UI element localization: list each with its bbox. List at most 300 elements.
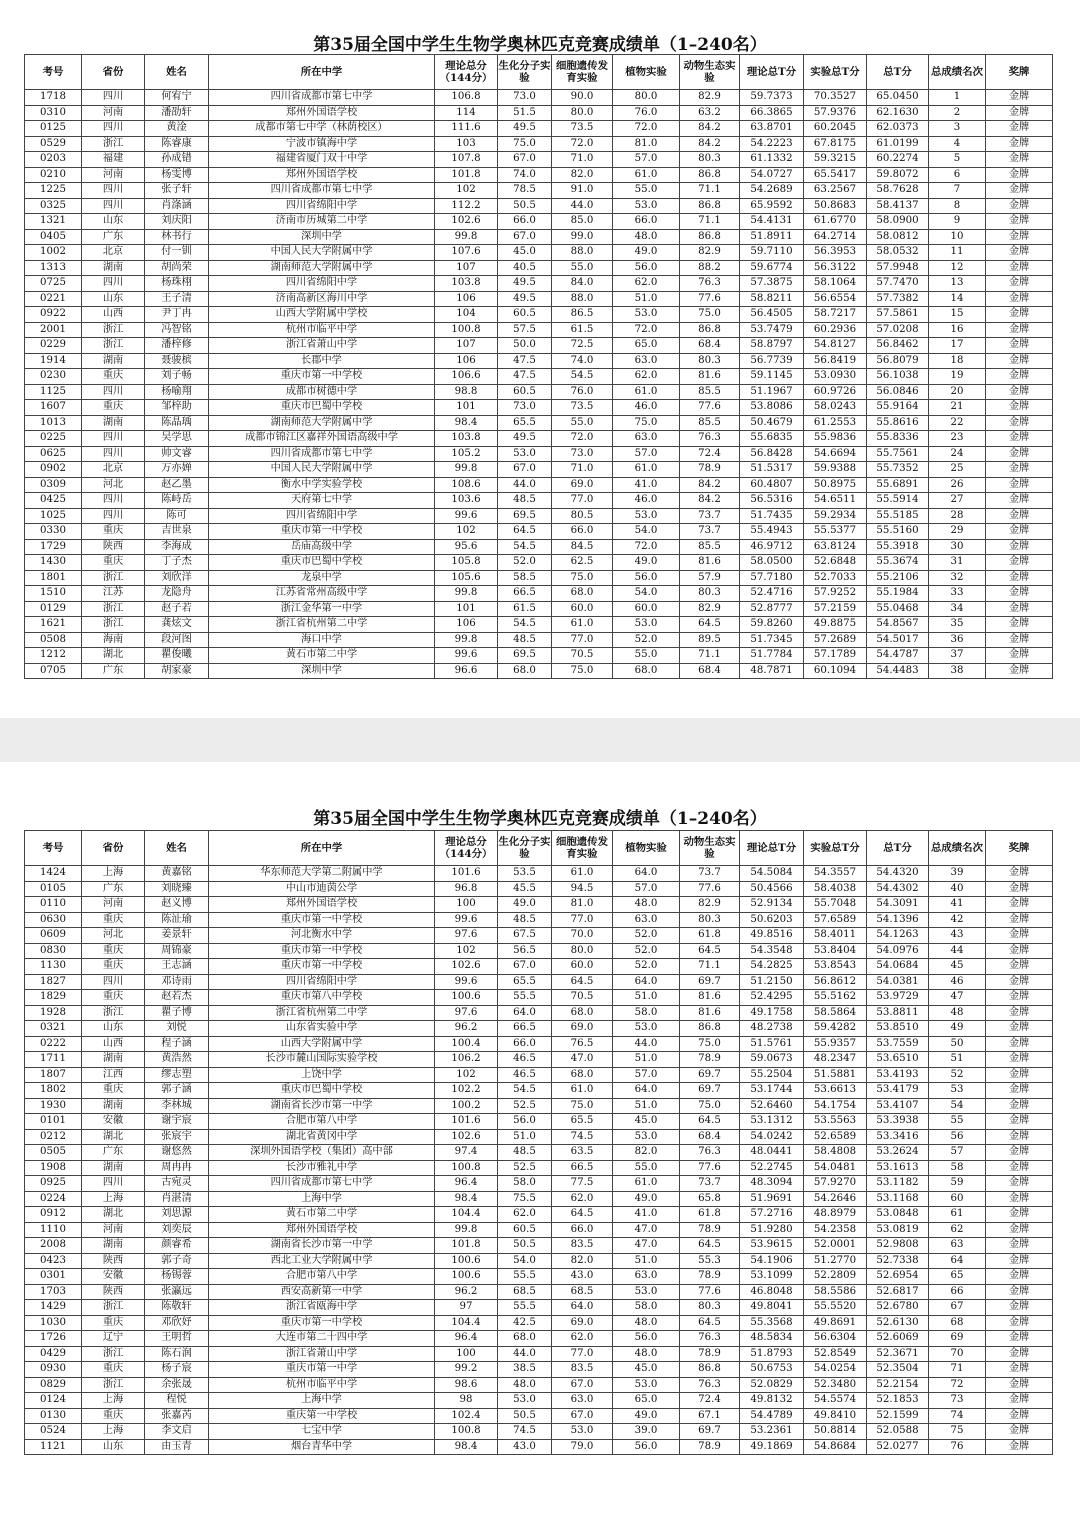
- cell-animal-ecology-lab: 85.5: [680, 539, 740, 555]
- cell-animal-ecology-lab: 84.2: [680, 493, 740, 509]
- cell-province: 重庆: [82, 959, 145, 975]
- cell-animal-ecology-lab: 61.8: [680, 928, 740, 944]
- table-row: [25, 1331, 1053, 1347]
- cell-total-t-score: 57.9948: [867, 260, 929, 276]
- table-row: [25, 1129, 1053, 1145]
- cell-theory-t-score: 66.3865: [740, 105, 804, 121]
- cell-medal: 金牌: [986, 1222, 1053, 1238]
- cell-biochem-lab: 66.0: [498, 1036, 552, 1052]
- header-biochem-lab: 生化分子实验: [498, 55, 552, 90]
- cell-lab-t-score: 57.9376: [804, 105, 867, 121]
- table-row: [25, 1021, 1053, 1037]
- cell-school: 海口中学: [209, 632, 435, 648]
- cell-province: 河南: [82, 167, 145, 183]
- table-row: [25, 617, 1053, 633]
- cell-province: 山东: [82, 1021, 145, 1037]
- cell-biochem-lab: 66.5: [498, 586, 552, 602]
- cell-province: 湖北: [82, 1207, 145, 1223]
- cell-cell-genetics-lab: 70.0: [552, 928, 613, 944]
- header-school: 所在中学: [209, 831, 435, 866]
- cell-animal-ecology-lab: 78.9: [680, 1269, 740, 1285]
- cell-total-t-score: 55.6891: [867, 477, 929, 493]
- cell-rank: 21: [929, 400, 986, 416]
- cell-plant-lab: 51.0: [613, 1253, 680, 1269]
- cell-theory-score: 99.6: [435, 508, 498, 524]
- cell-province: 北京: [82, 245, 145, 261]
- cell-total-t-score: 52.6780: [867, 1300, 929, 1316]
- cell-theory-score: 98.6: [435, 1377, 498, 1393]
- cell-plant-lab: 56.0: [613, 260, 680, 276]
- cell-rank: 16: [929, 322, 986, 338]
- cell-exam-id: 0524: [25, 1424, 82, 1440]
- cell-lab-t-score: 55.5520: [804, 1300, 867, 1316]
- cell-cell-genetics-lab: 61.0: [552, 1083, 613, 1099]
- cell-lab-t-score: 51.2770: [804, 1253, 867, 1269]
- cell-lab-t-score: 58.4011: [804, 928, 867, 944]
- cell-theory-score: 99.8: [435, 462, 498, 478]
- table-row: [25, 570, 1053, 586]
- cell-theory-t-score: 55.6835: [740, 431, 804, 447]
- cell-province: 浙江: [82, 136, 145, 152]
- cell-biochem-lab: 46.5: [498, 1052, 552, 1068]
- cell-plant-lab: 52.0: [613, 928, 680, 944]
- cell-province: 山西: [82, 307, 145, 323]
- table-row: [25, 1083, 1053, 1099]
- table-row: [25, 1253, 1053, 1269]
- cell-rank: 34: [929, 601, 986, 617]
- cell-plant-lab: 65.0: [613, 338, 680, 354]
- cell-animal-ecology-lab: 80.3: [680, 353, 740, 369]
- cell-biochem-lab: 55.5: [498, 1300, 552, 1316]
- cell-name: 王子清: [145, 291, 209, 307]
- cell-total-t-score: 55.5160: [867, 524, 929, 540]
- cell-exam-id: 1801: [25, 570, 82, 586]
- cell-total-t-score: 54.0381: [867, 974, 929, 990]
- cell-plant-lab: 52.0: [613, 632, 680, 648]
- cell-biochem-lab: 69.5: [498, 508, 552, 524]
- cell-animal-ecology-lab: 81.6: [680, 369, 740, 385]
- cell-theory-t-score: 52.2745: [740, 1160, 804, 1176]
- table-row: [25, 943, 1053, 959]
- cell-medal: 金牌: [986, 1067, 1053, 1083]
- cell-exam-id: 1729: [25, 539, 82, 555]
- cell-theory-score: 98.4: [435, 1439, 498, 1455]
- cell-lab-t-score: 58.5864: [804, 1005, 867, 1021]
- cell-rank: 30: [929, 539, 986, 555]
- table-row: [25, 477, 1053, 493]
- cell-medal: 金牌: [986, 198, 1053, 214]
- cell-school: 大连市第二十四中学: [209, 1331, 435, 1347]
- cell-name: 缪志塑: [145, 1067, 209, 1083]
- cell-exam-id: 0225: [25, 431, 82, 447]
- cell-lab-t-score: 50.8814: [804, 1424, 867, 1440]
- cell-plant-lab: 51.0: [613, 291, 680, 307]
- cell-theory-t-score: 54.2689: [740, 183, 804, 199]
- cell-total-t-score: 52.6069: [867, 1331, 929, 1347]
- cell-theory-score: 103: [435, 136, 498, 152]
- cell-cell-genetics-lab: 76.5: [552, 1036, 613, 1052]
- cell-medal: 金牌: [986, 912, 1053, 928]
- cell-plant-lab: 61.0: [613, 1176, 680, 1192]
- cell-medal: 金牌: [986, 928, 1053, 944]
- cell-theory-t-score: 53.1744: [740, 1083, 804, 1099]
- cell-lab-t-score: 61.6770: [804, 214, 867, 230]
- cell-cell-genetics-lab: 74.0: [552, 353, 613, 369]
- cell-name: 赵若杰: [145, 990, 209, 1006]
- cell-cell-genetics-lab: 69.0: [552, 477, 613, 493]
- cell-medal: 金牌: [986, 524, 1053, 540]
- cell-plant-lab: 49.0: [613, 555, 680, 571]
- cell-plant-lab: 54.0: [613, 524, 680, 540]
- cell-theory-score: 102: [435, 1067, 498, 1083]
- table-row: [25, 90, 1053, 106]
- cell-total-t-score: 62.1630: [867, 105, 929, 121]
- cell-plant-lab: 46.0: [613, 493, 680, 509]
- cell-animal-ecology-lab: 73.7: [680, 1176, 740, 1192]
- cell-plant-lab: 81.0: [613, 136, 680, 152]
- cell-lab-t-score: 54.3557: [804, 866, 867, 882]
- cell-animal-ecology-lab: 73.7: [680, 524, 740, 540]
- cell-medal: 金牌: [986, 229, 1053, 245]
- cell-school: 黄石市第二中学: [209, 648, 435, 664]
- cell-name: 杨锡蓉: [145, 1269, 209, 1285]
- cell-school: 四川省成都市第七中学: [209, 90, 435, 106]
- cell-medal: 金牌: [986, 1129, 1053, 1145]
- cell-medal: 金牌: [986, 245, 1053, 261]
- cell-lab-t-score: 53.0930: [804, 369, 867, 385]
- cell-plant-lab: 72.0: [613, 322, 680, 338]
- cell-school: 重庆市巴蜀中学校: [209, 400, 435, 416]
- cell-biochem-lab: 75.0: [498, 136, 552, 152]
- cell-province: 陕西: [82, 1284, 145, 1300]
- cell-rank: 47: [929, 990, 986, 1006]
- cell-animal-ecology-lab: 80.3: [680, 152, 740, 168]
- cell-exam-id: 0330: [25, 524, 82, 540]
- cell-cell-genetics-lab: 72.5: [552, 338, 613, 354]
- cell-name: 段河图: [145, 632, 209, 648]
- cell-medal: 金牌: [986, 214, 1053, 230]
- cell-animal-ecology-lab: 76.3: [680, 276, 740, 292]
- cell-medal: 金牌: [986, 663, 1053, 679]
- cell-total-t-score: 53.4193: [867, 1067, 929, 1083]
- cell-rank: 70: [929, 1346, 986, 1362]
- cell-animal-ecology-lab: 84.2: [680, 121, 740, 137]
- cell-total-t-score: 54.0684: [867, 959, 929, 975]
- cell-medal: 金牌: [986, 632, 1053, 648]
- cell-total-t-score: 57.7382: [867, 291, 929, 307]
- cell-cell-genetics-lab: 66.0: [552, 524, 613, 540]
- cell-medal: 金牌: [986, 353, 1053, 369]
- cell-theory-score: 102.6: [435, 959, 498, 975]
- cell-rank: 54: [929, 1098, 986, 1114]
- cell-animal-ecology-lab: 69.7: [680, 1067, 740, 1083]
- cell-theory-score: 111.6: [435, 121, 498, 137]
- cell-rank: 51: [929, 1052, 986, 1068]
- cell-medal: 金牌: [986, 974, 1053, 990]
- cell-total-t-score: 55.7561: [867, 446, 929, 462]
- cell-biochem-lab: 78.5: [498, 183, 552, 199]
- cell-exam-id: 0705: [25, 663, 82, 679]
- cell-medal: 金牌: [986, 508, 1053, 524]
- cell-theory-score: 104.4: [435, 1315, 498, 1331]
- table-row: [25, 601, 1053, 617]
- cell-school: 重庆市第一中学: [209, 1362, 435, 1378]
- cell-animal-ecology-lab: 55.3: [680, 1253, 740, 1269]
- cell-biochem-lab: 60.5: [498, 307, 552, 323]
- cell-plant-lab: 41.0: [613, 477, 680, 493]
- cell-rank: 19: [929, 369, 986, 385]
- cell-lab-t-score: 48.2347: [804, 1052, 867, 1068]
- cell-rank: 22: [929, 415, 986, 431]
- cell-cell-genetics-lab: 53.0: [552, 1424, 613, 1440]
- cell-biochem-lab: 69.5: [498, 648, 552, 664]
- cell-exam-id: 0229: [25, 338, 82, 354]
- cell-rank: 52: [929, 1067, 986, 1083]
- cell-lab-t-score: 57.2689: [804, 632, 867, 648]
- cell-plant-lab: 55.0: [613, 183, 680, 199]
- cell-theory-t-score: 48.2738: [740, 1021, 804, 1037]
- cell-medal: 金牌: [986, 1439, 1053, 1455]
- cell-name: 陈石润: [145, 1346, 209, 1362]
- cell-medal: 金牌: [986, 1176, 1053, 1192]
- cell-theory-t-score: 59.8260: [740, 617, 804, 633]
- cell-province: 陕西: [82, 1253, 145, 1269]
- cell-theory-score: 102.6: [435, 1129, 498, 1145]
- cell-theory-score: 106.8: [435, 90, 498, 106]
- cell-name: 吴学思: [145, 431, 209, 447]
- cell-theory-score: 100.8: [435, 322, 498, 338]
- cell-rank: 2: [929, 105, 986, 121]
- cell-plant-lab: 44.0: [613, 1036, 680, 1052]
- cell-plant-lab: 51.0: [613, 1052, 680, 1068]
- cell-total-t-score: 53.7559: [867, 1036, 929, 1052]
- cell-name: 刘子畅: [145, 369, 209, 385]
- cell-plant-lab: 57.0: [613, 446, 680, 462]
- cell-rank: 72: [929, 1377, 986, 1393]
- cell-rank: 5: [929, 152, 986, 168]
- cell-lab-t-score: 55.9836: [804, 431, 867, 447]
- cell-school: 成都市第七中学（林荫校区）: [209, 121, 435, 137]
- cell-lab-t-score: 54.8684: [804, 1439, 867, 1455]
- cell-exam-id: 1313: [25, 260, 82, 276]
- cell-biochem-lab: 44.0: [498, 1346, 552, 1362]
- header-school: 所在中学: [209, 55, 435, 90]
- cell-name: 谢宇宸: [145, 1114, 209, 1130]
- cell-exam-id: 1321: [25, 214, 82, 230]
- cell-province: 重庆: [82, 912, 145, 928]
- cell-rank: 58: [929, 1160, 986, 1176]
- cell-exam-id: 0829: [25, 1377, 82, 1393]
- cell-cell-genetics-lab: 68.5: [552, 1284, 613, 1300]
- cell-animal-ecology-lab: 68.4: [680, 663, 740, 679]
- cell-theory-t-score: 54.4131: [740, 214, 804, 230]
- cell-cell-genetics-lab: 75.0: [552, 1098, 613, 1114]
- cell-lab-t-score: 58.1064: [804, 276, 867, 292]
- header-exam-id: 考号: [25, 55, 82, 90]
- cell-lab-t-score: 60.2936: [804, 322, 867, 338]
- cell-biochem-lab: 49.5: [498, 431, 552, 447]
- cell-animal-ecology-lab: 89.5: [680, 632, 740, 648]
- cell-lab-t-score: 52.6848: [804, 555, 867, 571]
- cell-total-t-score: 58.0532: [867, 245, 929, 261]
- cell-province: 陕西: [82, 539, 145, 555]
- cell-plant-lab: 51.0: [613, 1098, 680, 1114]
- cell-exam-id: 0725: [25, 276, 82, 292]
- cell-total-t-score: 61.0199: [867, 136, 929, 152]
- cell-rank: 40: [929, 881, 986, 897]
- cell-theory-score: 102.4: [435, 1408, 498, 1424]
- cell-cell-genetics-lab: 79.0: [552, 1439, 613, 1455]
- cell-name: 陈睿康: [145, 136, 209, 152]
- cell-cell-genetics-lab: 94.5: [552, 881, 613, 897]
- cell-exam-id: 1510: [25, 586, 82, 602]
- cell-theory-score: 103.8: [435, 276, 498, 292]
- cell-school: 杭州市临平中学: [209, 322, 435, 338]
- header-medal: 奖牌: [986, 831, 1053, 866]
- cell-animal-ecology-lab: 86.8: [680, 167, 740, 183]
- cell-total-t-score: 52.6817: [867, 1284, 929, 1300]
- cell-plant-lab: 55.0: [613, 648, 680, 664]
- cell-province: 湖南: [82, 1238, 145, 1254]
- cell-province: 四川: [82, 90, 145, 106]
- table-row: [25, 1408, 1053, 1424]
- cell-theory-t-score: 51.5761: [740, 1036, 804, 1052]
- table-header-row: [25, 55, 1053, 90]
- cell-province: 浙江: [82, 570, 145, 586]
- cell-school: 黄石市第二中学: [209, 1207, 435, 1223]
- cell-exam-id: 1930: [25, 1098, 82, 1114]
- cell-lab-t-score: 54.2358: [804, 1222, 867, 1238]
- cell-name: 程子涵: [145, 1036, 209, 1052]
- cell-exam-id: 0405: [25, 229, 82, 245]
- cell-province: 广东: [82, 663, 145, 679]
- cell-cell-genetics-lab: 55.0: [552, 260, 613, 276]
- cell-biochem-lab: 61.5: [498, 601, 552, 617]
- cell-total-t-score: 53.9729: [867, 990, 929, 1006]
- cell-total-t-score: 55.3918: [867, 539, 929, 555]
- cell-exam-id: 1430: [25, 555, 82, 571]
- cell-name: 古宛灵: [145, 1176, 209, 1192]
- cell-exam-id: 0210: [25, 167, 82, 183]
- cell-theory-t-score: 48.7871: [740, 663, 804, 679]
- table-row: [25, 415, 1053, 431]
- cell-name: 尹丁冉: [145, 307, 209, 323]
- cell-lab-t-score: 58.4038: [804, 881, 867, 897]
- cell-biochem-lab: 75.5: [498, 1191, 552, 1207]
- cell-exam-id: 1711: [25, 1052, 82, 1068]
- cell-exam-id: 1827: [25, 974, 82, 990]
- cell-plant-lab: 53.0: [613, 1021, 680, 1037]
- cell-theory-score: 104: [435, 307, 498, 323]
- cell-province: 江苏: [82, 586, 145, 602]
- cell-exam-id: 0425: [25, 493, 82, 509]
- cell-theory-score: 96.2: [435, 1021, 498, 1037]
- table-row: [25, 1176, 1053, 1192]
- cell-province: 浙江: [82, 617, 145, 633]
- cell-biochem-lab: 68.5: [498, 1284, 552, 1300]
- cell-province: 山东: [82, 1439, 145, 1455]
- cell-medal: 金牌: [986, 415, 1053, 431]
- cell-cell-genetics-lab: 71.0: [552, 462, 613, 478]
- cell-school: 江苏省常州高级中学: [209, 586, 435, 602]
- cell-biochem-lab: 50.0: [498, 338, 552, 354]
- cell-exam-id: 0930: [25, 1362, 82, 1378]
- table-row: [25, 1098, 1053, 1114]
- cell-theory-t-score: 56.7739: [740, 353, 804, 369]
- cell-province: 湖南: [82, 1052, 145, 1068]
- cell-medal: 金牌: [986, 897, 1053, 913]
- cell-theory-t-score: 58.8211: [740, 291, 804, 307]
- cell-exam-id: 1110: [25, 1222, 82, 1238]
- cell-school: 福建省厦门双十中学: [209, 152, 435, 168]
- cell-theory-score: 100.8: [435, 1160, 498, 1176]
- table-row: [25, 446, 1053, 462]
- cell-province: 广东: [82, 1145, 145, 1161]
- cell-medal: 金牌: [986, 1052, 1053, 1068]
- cell-lab-t-score: 60.9726: [804, 384, 867, 400]
- cell-medal: 金牌: [986, 1424, 1053, 1440]
- cell-total-t-score: 56.8462: [867, 338, 929, 354]
- cell-theory-t-score: 54.3548: [740, 943, 804, 959]
- cell-theory-score: 102: [435, 524, 498, 540]
- cell-exam-id: 0902: [25, 462, 82, 478]
- cell-school: 四川省成都市第七中学: [209, 1176, 435, 1192]
- cell-cell-genetics-lab: 47.0: [552, 1052, 613, 1068]
- cell-province: 四川: [82, 493, 145, 509]
- cell-name: 刘庆阳: [145, 214, 209, 230]
- cell-rank: 3: [929, 121, 986, 137]
- cell-exam-id: 1607: [25, 400, 82, 416]
- table-row: [25, 959, 1053, 975]
- cell-theory-score: 100: [435, 897, 498, 913]
- cell-plant-lab: 47.0: [613, 1238, 680, 1254]
- cell-total-t-score: 55.0468: [867, 601, 929, 617]
- cell-plant-lab: 49.0: [613, 245, 680, 261]
- cell-lab-t-score: 53.6613: [804, 1083, 867, 1099]
- cell-plant-lab: 72.0: [613, 121, 680, 137]
- cell-name: 陈可: [145, 508, 209, 524]
- cell-biochem-lab: 54.5: [498, 617, 552, 633]
- cell-animal-ecology-lab: 82.9: [680, 601, 740, 617]
- table-row: [25, 307, 1053, 323]
- cell-school: 郑州外国语学校: [209, 897, 435, 913]
- cell-theory-t-score: 56.5316: [740, 493, 804, 509]
- cell-lab-t-score: 57.9252: [804, 586, 867, 602]
- cell-rank: 55: [929, 1114, 986, 1130]
- cell-cell-genetics-lab: 91.0: [552, 183, 613, 199]
- cell-province: 四川: [82, 198, 145, 214]
- cell-lab-t-score: 65.5417: [804, 167, 867, 183]
- cell-school: 成都市树德中学: [209, 384, 435, 400]
- cell-plant-lab: 53.0: [613, 617, 680, 633]
- header-name: 姓名: [145, 55, 209, 90]
- cell-animal-ecology-lab: 71.1: [680, 214, 740, 230]
- cell-biochem-lab: 44.0: [498, 477, 552, 493]
- cell-cell-genetics-lab: 99.0: [552, 229, 613, 245]
- cell-rank: 57: [929, 1145, 986, 1161]
- cell-plant-lab: 49.0: [613, 1408, 680, 1424]
- cell-cell-genetics-lab: 69.0: [552, 1021, 613, 1037]
- cell-province: 重庆: [82, 1315, 145, 1331]
- cell-theory-score: 101: [435, 601, 498, 617]
- cell-total-t-score: 65.0450: [867, 90, 929, 106]
- cell-theory-t-score: 51.1967: [740, 384, 804, 400]
- cell-exam-id: 1914: [25, 353, 82, 369]
- cell-theory-t-score: 54.2223: [740, 136, 804, 152]
- cell-medal: 金牌: [986, 167, 1053, 183]
- cell-biochem-lab: 49.5: [498, 121, 552, 137]
- cell-name: 黄嘉铭: [145, 866, 209, 882]
